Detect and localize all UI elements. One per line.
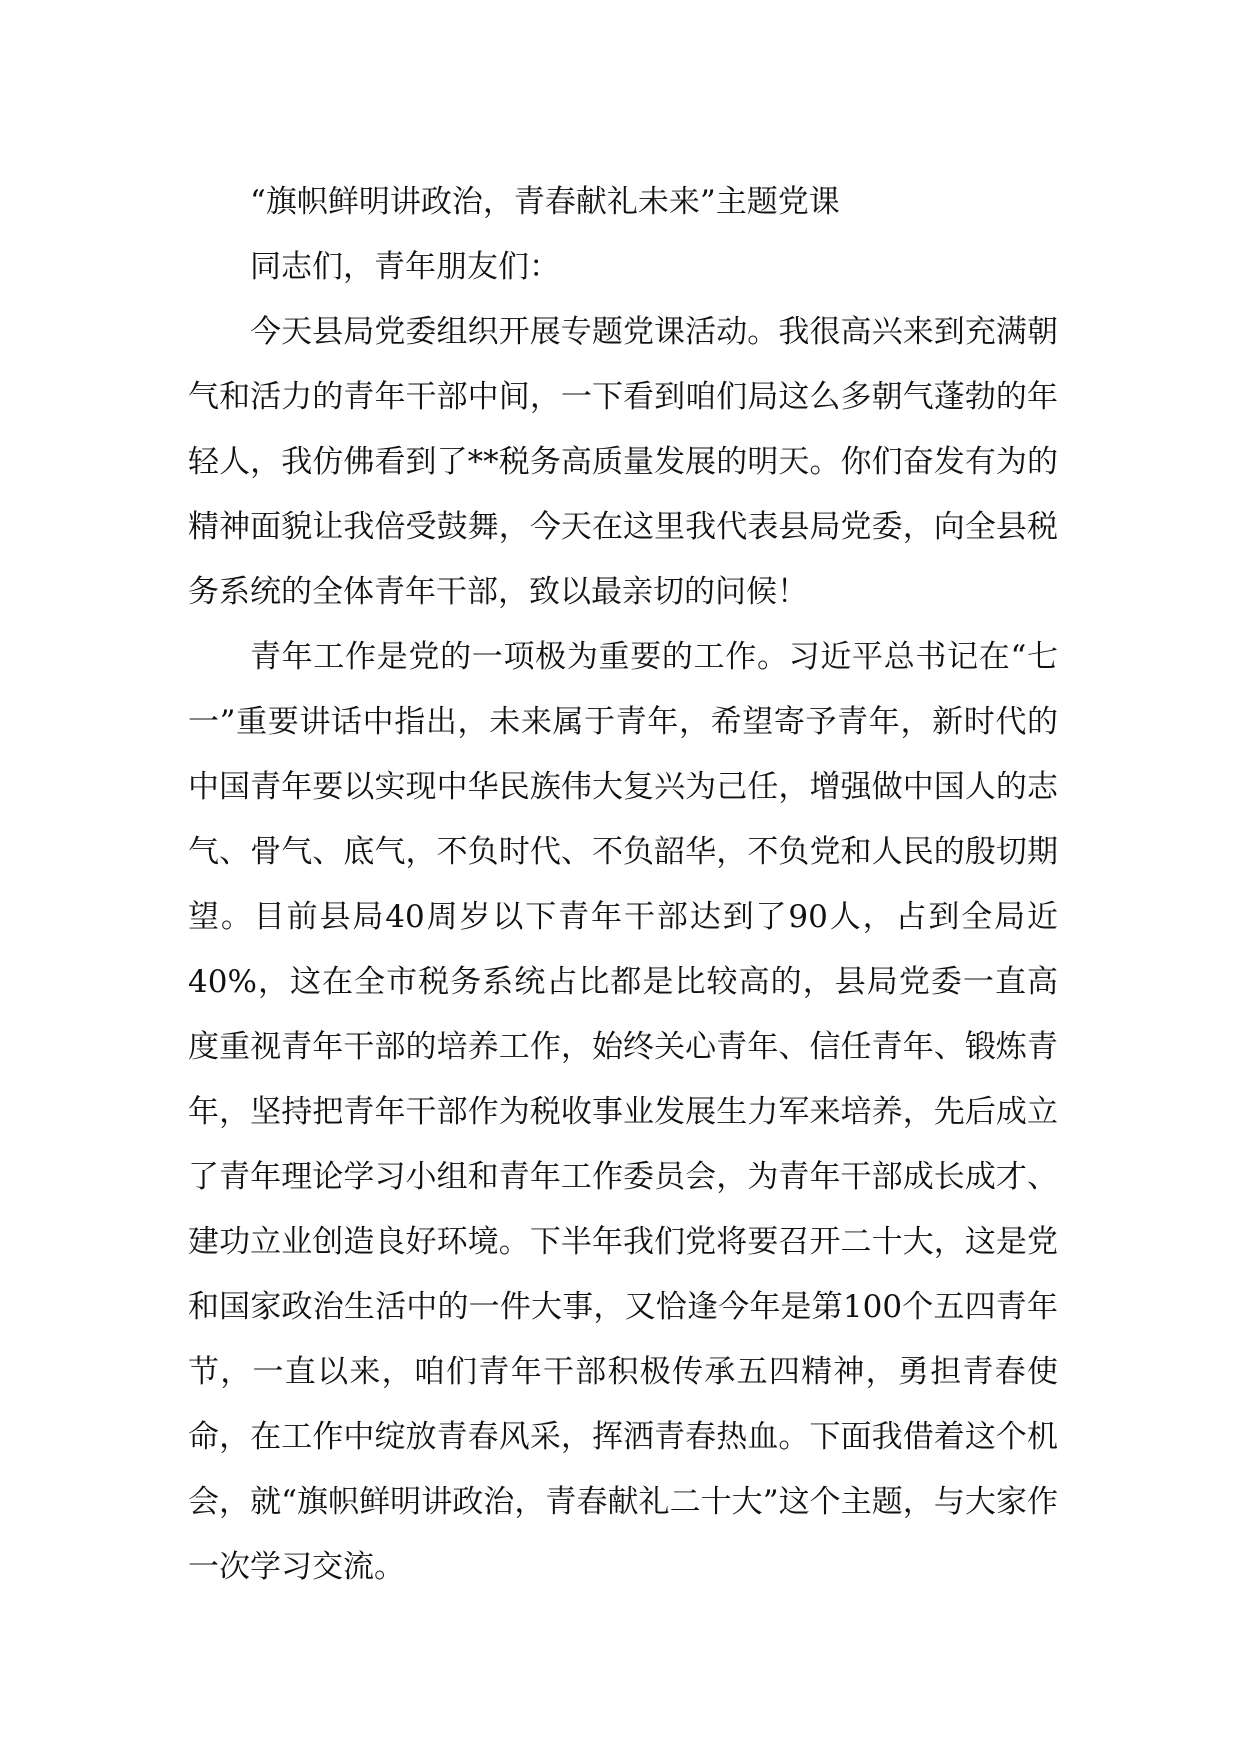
- salutation: 同志们，青年朋友们：: [250, 249, 560, 285]
- paragraph-opening: 今天县局党委组织开展专题党课活动。我很高兴来到充满朝气和活力的青年干部中间，一下看到咱们局这么多朝气蓬勃的年轻人，我仿佛看到了**税务高质量发展的明天。你们奋发有为的精神面貌让我倍受鼓舞，今天在这里我代表县局党委，向全县税务系统的全体青年干部，致以最亲切的问候！: [188, 314, 1058, 610]
- document-title: “旗帜鲜明讲政治，青春献礼未来”主题党课: [250, 184, 840, 220]
- document-body: [188, 170, 1058, 1600]
- paragraph-youth-work: 青年工作是党的一项极为重要的工作。习近平总书记在“七一”重要讲话中指出，未来属于青年，希望寄予青年，新时代的中国青年要以实现中华民族伟大复兴为己任，增强做中国人的志气、骨气、底气，不负时代、不负韶华，不负党和人民的殷切期望。目前县局40周岁以下青年干部达到了90人，占到全局近40%，这在全市税务系统占比都是比较高的，县局党委一直高度重视青年干部的培养工作，始终关心青年、信任青年、锻炼青年，坚持把青年干部作为税收事业发展生力军来培养，先后成立了青年理论学习小组和青年工作委员会，为青年干部成长成才、建功立业创造良好环境。下半年我们党将要召开二十大，这是党和国家政治生活中的一件大事，又恰逢今年是第100个五四青年节，一直以来，咱们青年干部积极传承五四精神，勇担青春使命，在工作中绽放青春风采，挥洒青春热血。下面我借着这个机会，就“旗帜鲜明讲政治，青春献礼二十大”这个主题，与大家作一次学习交流。: [188, 639, 1058, 1585]
